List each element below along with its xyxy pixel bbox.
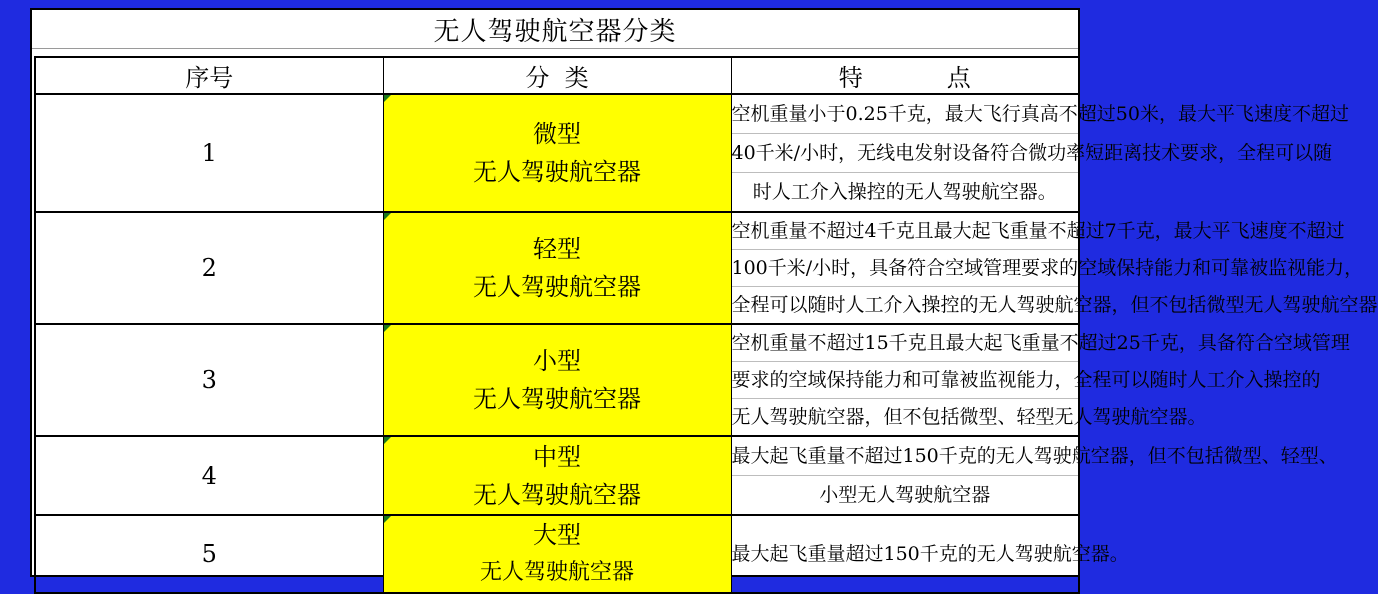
feature-line: 无人驾驶航空器，但不包括微型、轻型无人驾驶航空器。: [731, 406, 1207, 428]
category-name: 无人驾驶航空器: [479, 560, 634, 585]
classification-table: [34, 56, 1378, 594]
header-category: 分 类: [383, 57, 731, 94]
category-cell: [383, 436, 731, 515]
category-type: 轻型: [533, 235, 581, 263]
feature-line: 100千米/小时，具备符合空域管理要求的空域保持能力和可靠被监视能力，: [732, 250, 1079, 287]
category-cell: [383, 515, 731, 593]
category-name: 无人驾驶航空器: [473, 385, 641, 413]
table-row: [35, 94, 1079, 212]
category-name: 无人驾驶航空器: [473, 273, 641, 301]
row-number: 3: [35, 324, 383, 436]
table-row: [35, 436, 1079, 515]
feature-line: 空机重量不超过15千克且最大起飞重量不超过25千克，具备符合空域管理: [732, 325, 1079, 362]
table-row: [35, 212, 1079, 324]
features-cell: [731, 212, 1378, 324]
feature-line: 最大起飞重量超过150千克的无人驾驶航空器。: [731, 543, 1129, 565]
category-name: 无人驾驶航空器: [473, 480, 641, 509]
row-number: 5: [35, 515, 383, 593]
cell-comment-marker: [384, 213, 391, 220]
row-number: 2: [35, 212, 383, 324]
feature-line: 小型无人驾驶航空器: [819, 484, 991, 506]
cell-comment-marker: [384, 325, 391, 332]
category-type: 小型: [533, 347, 581, 375]
category-cell: [383, 212, 731, 324]
feature-line: 要求的空域保持能力和可靠被监视能力，全程可以随时人工介入操控的: [732, 362, 1079, 399]
category-type: 中型: [533, 442, 581, 471]
header-serial-number: 序号: [35, 57, 383, 94]
row-number: 4: [35, 436, 383, 515]
feature-line: 40千米/小时，无线电发射设备符合微功率短距离技术要求，全程可以随: [732, 134, 1079, 173]
category-cell: [383, 94, 731, 212]
feature-line: 全程可以随时人工介入操控的无人驾驶航空器，但不包括微型无人驾驶航空器: [731, 294, 1378, 316]
feature-line: 空机重量小于0.25千克，最大飞行真高不超过50米，最大平飞速度不超过: [732, 95, 1079, 134]
features-cell: [731, 515, 1129, 593]
category-cell: [383, 324, 731, 436]
feature-line: 时人工介入操控的无人驾驶航空器。: [752, 181, 1057, 203]
header-features: 特 点: [731, 57, 1079, 94]
features-cell: [731, 436, 1338, 515]
features-cell: [731, 324, 1350, 436]
category-type: 大型: [533, 521, 581, 549]
header-row: [35, 57, 1079, 94]
features-cell: [731, 94, 1349, 212]
classification-sheet: [30, 8, 1378, 585]
category-type: 微型: [533, 120, 581, 148]
table-title: 无人驾驶航空器分类: [32, 10, 1078, 49]
category-name: 无人驾驶航空器: [473, 158, 641, 186]
table-row: [35, 324, 1079, 436]
cell-comment-marker: [384, 437, 391, 444]
feature-line: 最大起飞重量不超过150千克的无人驾驶航空器，但不包括微型、轻型、: [732, 437, 1079, 476]
table-row: [35, 515, 1079, 593]
cell-comment-marker: [384, 516, 391, 523]
feature-line: 空机重量不超过4千克且最大起飞重量不超过7千克，最大平飞速度不超过: [732, 213, 1079, 250]
row-number: 1: [35, 94, 383, 212]
cell-comment-marker: [384, 95, 391, 102]
